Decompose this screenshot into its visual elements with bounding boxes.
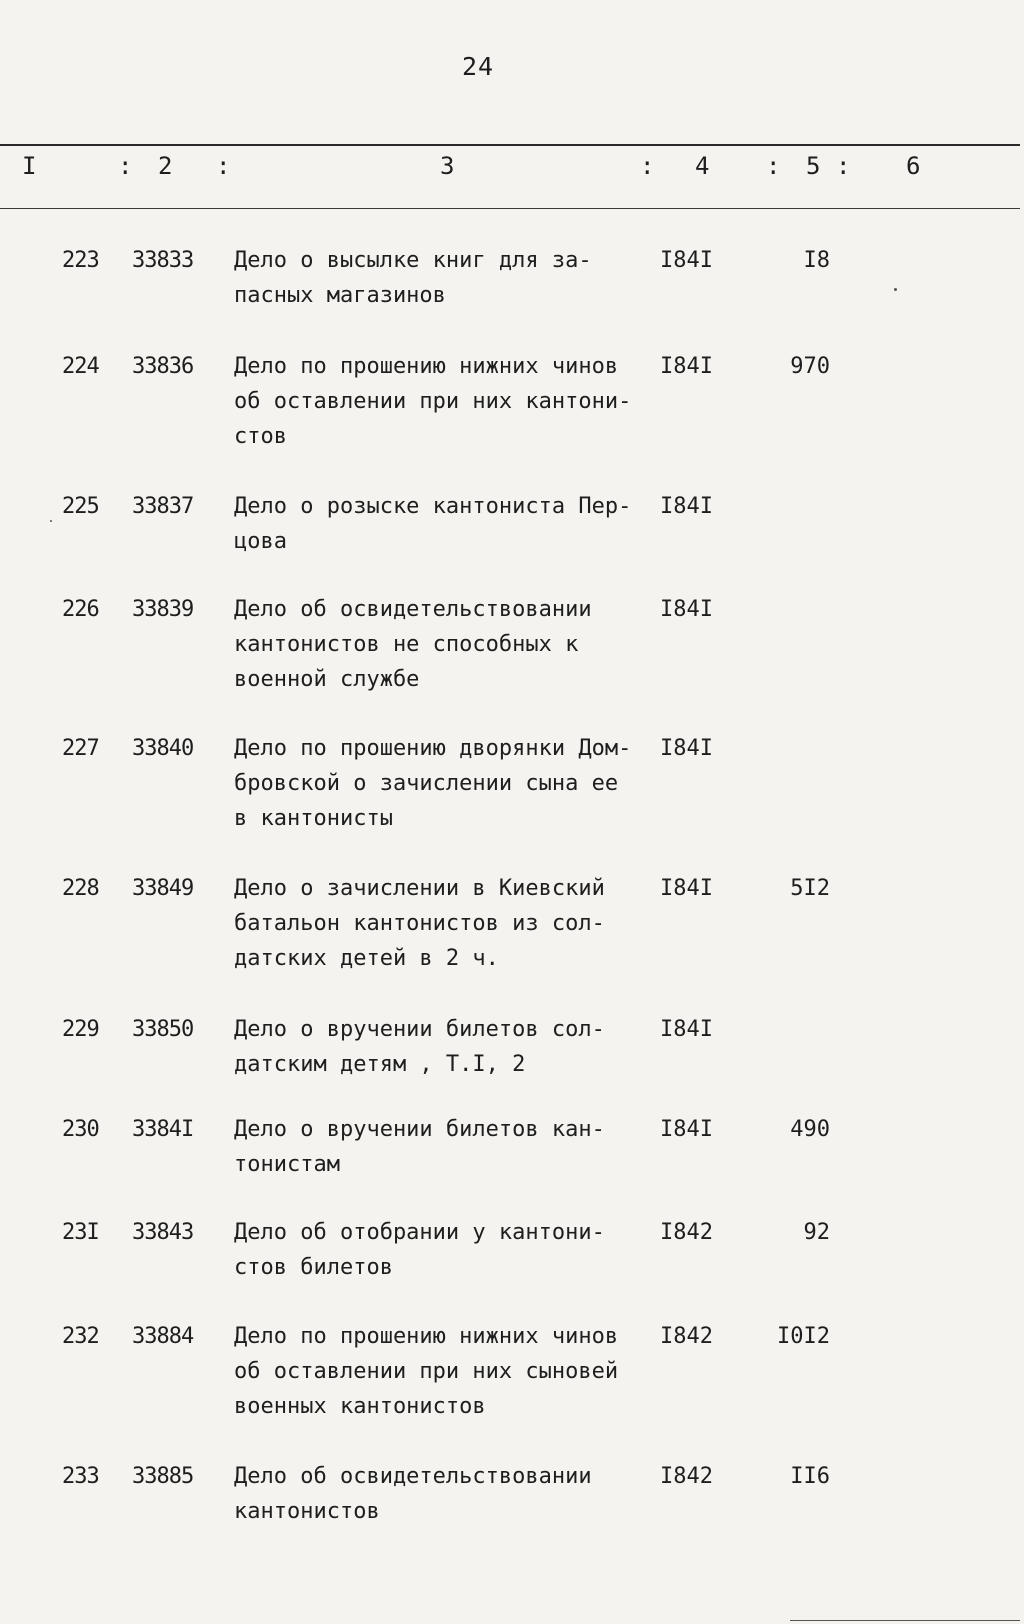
case-year: I84I [660, 876, 713, 901]
row-number: 23I [62, 1220, 99, 1245]
case-title [234, 1112, 654, 1182]
case-code: 33840 [132, 736, 194, 761]
case-year: I84I [660, 494, 713, 519]
paper-speck [50, 520, 52, 522]
case-title [234, 731, 654, 836]
header-sep-1: : [118, 152, 133, 180]
case-title-line: Дело о розыске кантониста Пер- [234, 494, 632, 519]
row-number: 233 [62, 1464, 99, 1489]
row-number: 229 [62, 1017, 99, 1042]
case-title-line: Дело по прошению нижних чинов [234, 354, 619, 379]
header-col-5: 5 [806, 152, 821, 180]
case-code: 33836 [132, 354, 194, 379]
case-title-line: об оставлении при них сыновей [234, 1359, 619, 1384]
case-title-line: Дело о зачислении в Киевский [234, 876, 605, 901]
case-title-line: кантонистов [234, 1499, 380, 1524]
paper-speck [894, 288, 897, 291]
row-number: 227 [62, 736, 99, 761]
case-title [234, 243, 654, 313]
case-year: I842 [660, 1220, 713, 1245]
header-col-1: I [22, 152, 37, 180]
case-title-line: тонистам [234, 1152, 340, 1177]
sheet-count: I8 [803, 248, 830, 273]
case-title [234, 1319, 654, 1424]
case-title-line: Дело о вручении билетов сол- [234, 1017, 605, 1042]
case-code: 33849 [132, 876, 194, 901]
case-title [234, 1215, 654, 1285]
header-col-3: 3 [440, 152, 455, 180]
case-title-line: стов [234, 424, 287, 449]
header-top-rule [0, 144, 1020, 146]
case-title-line: бровской о зачислении сына ее [234, 771, 619, 796]
header-bottom-rule [0, 208, 1020, 209]
case-year: I84I [660, 1117, 713, 1142]
row-number: 225 [62, 494, 99, 519]
case-title [234, 871, 654, 976]
case-title-line: цова [234, 529, 287, 554]
case-title-line: военных кантонистов [234, 1394, 486, 1419]
row-number: 230 [62, 1117, 99, 1142]
header-sep-3: : [640, 152, 655, 180]
case-year: I84I [660, 736, 713, 761]
header-sep-5: : [836, 152, 851, 180]
case-year: I842 [660, 1324, 713, 1349]
case-year: I842 [660, 1464, 713, 1489]
header-col-6: 6 [906, 152, 921, 180]
page-number: 24 [462, 52, 495, 81]
case-code: 33850 [132, 1017, 194, 1042]
case-year: I84I [660, 248, 713, 273]
sheet-count: 970 [790, 354, 830, 379]
case-title-line: датским детям , Т.I, 2 [234, 1052, 526, 1077]
case-title-line: Дело об отобрании у кантони- [234, 1220, 605, 1245]
case-title-line: военной службе [234, 667, 420, 692]
case-code: 33833 [132, 248, 194, 273]
row-number: 224 [62, 354, 99, 379]
row-number: 226 [62, 597, 99, 622]
case-title-line: батальон кантонистов из сол- [234, 911, 605, 936]
header-sep-2: : [216, 152, 231, 180]
footer-rule [790, 1620, 1020, 1621]
case-code: 33839 [132, 597, 194, 622]
sheet-count: 92 [803, 1220, 830, 1245]
case-year: I84I [660, 597, 713, 622]
case-title-line: об оставлении при них кантони- [234, 389, 632, 414]
case-title [234, 489, 654, 559]
case-code: 33885 [132, 1464, 194, 1489]
case-title-line: кантонистов не способных к [234, 632, 579, 657]
case-title-line: в кантонисты [234, 806, 393, 831]
case-title-line: Дело по прошению нижних чинов [234, 1324, 619, 1349]
case-code: 33837 [132, 494, 194, 519]
case-title-line: стов билетов [234, 1255, 393, 1280]
header-col-4: 4 [695, 152, 710, 180]
case-title [234, 592, 654, 697]
case-code: 33843 [132, 1220, 194, 1245]
case-title-line: Дело о вручении билетов кан- [234, 1117, 605, 1142]
case-title-line: Дело о высылке книг для за- [234, 248, 592, 273]
case-title-line: Дело по прошению дворянки Дом- [234, 736, 632, 761]
case-title [234, 1459, 654, 1529]
row-number: 232 [62, 1324, 99, 1349]
case-title [234, 349, 654, 454]
case-code: 33884 [132, 1324, 194, 1349]
sheet-count: I0I2 [777, 1324, 830, 1349]
case-code: 3384I [132, 1117, 194, 1142]
case-title-line: пасных магазинов [234, 283, 446, 308]
case-year: I84I [660, 354, 713, 379]
sheet-count: 490 [790, 1117, 830, 1142]
sheet-count: 5I2 [790, 876, 830, 901]
case-title [234, 1012, 654, 1082]
case-title-line: Дело об освидетельствовании [234, 597, 592, 622]
header-sep-4: : [766, 152, 781, 180]
case-year: I84I [660, 1017, 713, 1042]
row-number: 223 [62, 248, 99, 273]
sheet-count: II6 [790, 1464, 830, 1489]
case-title-line: Дело об освидетельствовании [234, 1464, 592, 1489]
case-title-line: датских детей в 2 ч. [234, 946, 499, 971]
header-col-2: 2 [158, 152, 173, 180]
row-number: 228 [62, 876, 99, 901]
